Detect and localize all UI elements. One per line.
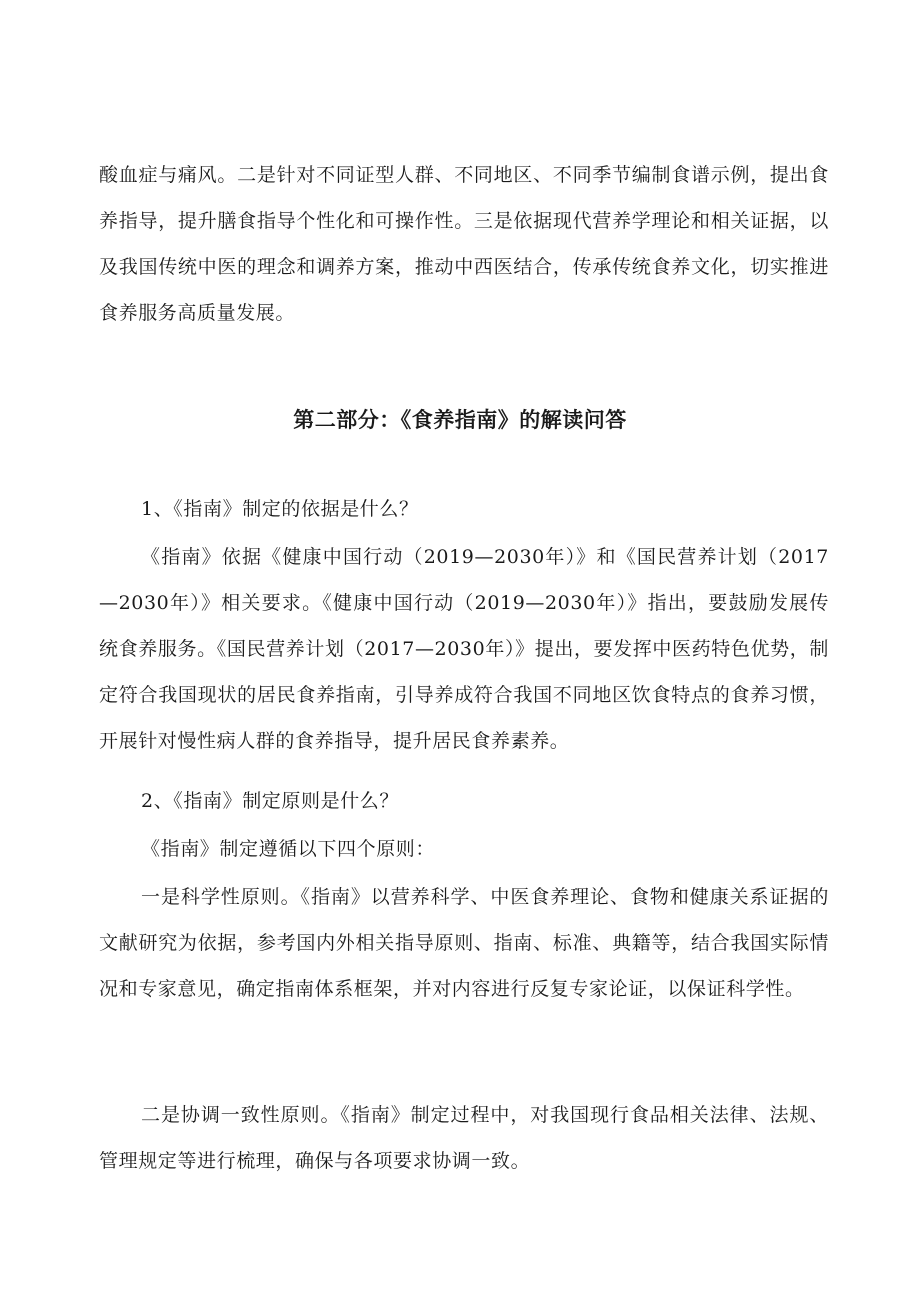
section-heading: 第二部分：《食养指南》的解读问答 bbox=[293, 408, 627, 432]
question-1: 1、《指南》制定的依据是什么？ bbox=[141, 498, 419, 520]
intro-paragraph: 酸血症与痛风。二是针对不同证型人群、不同地区、不同季节编制食谱示例，提出食养指导，提升膳食指导个性化和可操作性。三是依据现代营养学理论和相关证据，以及我国传统中医的理念和调养方案，推动中西医结合，传承传统食养文化，切实推进食养服务高质量发展。 bbox=[99, 164, 829, 324]
principle-2: 二是协调一致性原则。《指南》制定过程中，对我国现行食品相关法律、法规、管理规定等进行梳理，确保与各项要求协调一致。 bbox=[99, 1104, 829, 1172]
question-2: 2、《指南》制定原则是什么？ bbox=[141, 790, 399, 812]
answer-1: 《指南》依据《健康中国行动（2019—2030年）》和《国民营养计划（2017—2030年）》相关要求。《健康中国行动（2019—2030年）》指出，要鼓励发展传统食养服务。《国民营养计划（2017—2030年）》提出，要发挥中医药特色优势，制定符合我国现状的居民食养指南，引导养成符合我国不同地区饮食特点的食养习惯，开展针对慢性病人群的食养指导，提升居民食养素养。 bbox=[99, 546, 829, 752]
answer-2-intro: 《指南》制定遵循以下四个原则： bbox=[141, 838, 436, 860]
principle-1: 一是科学性原则。《指南》以营养科学、中医食养理论、食物和健康关系证据的文献研究为依据，参考国内外相关指导原则、指南、标准、典籍等，结合我国实际情况和专家意见，确定指南体系框架，并对内容进行反复专家论证，以保证科学性。 bbox=[99, 886, 829, 1000]
